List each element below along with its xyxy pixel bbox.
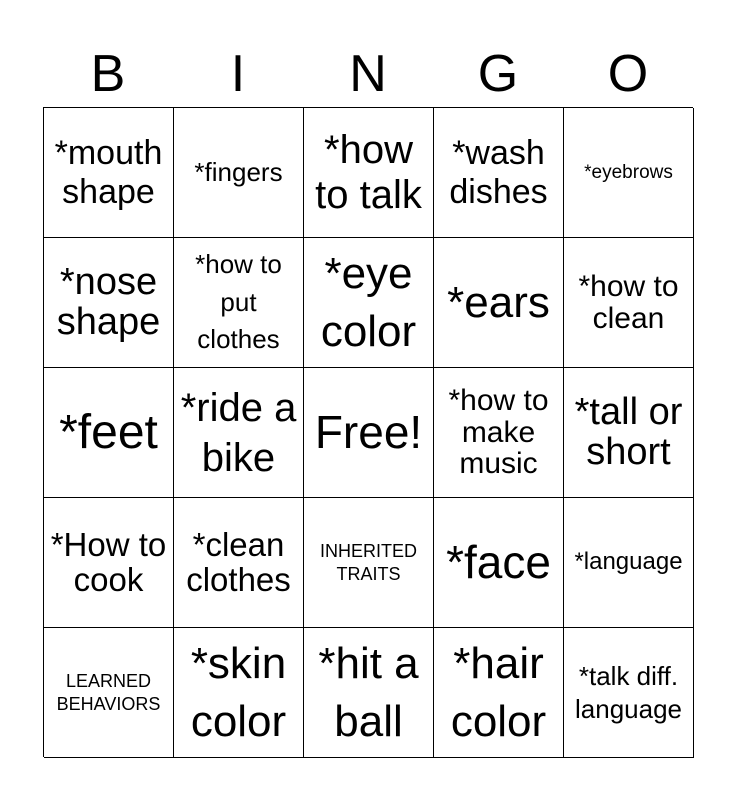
bingo-cell-r2-c4[interactable]: [434, 238, 564, 368]
bingo-cell-r2-c2[interactable]: [174, 238, 304, 368]
bingo-cell-r3-c4[interactable]: [434, 368, 564, 498]
bingo-cell-r2-c5[interactable]: [564, 238, 694, 368]
bingo-cell-r4-c5[interactable]: [564, 498, 694, 628]
cell-text: *how to talk: [315, 127, 422, 217]
bingo-cell-r4-c1[interactable]: [44, 498, 174, 628]
cell-text: LEARNED BEHAVIORS: [56, 671, 161, 714]
header-letter-i: I: [230, 45, 246, 103]
cell-text: *hair color: [450, 639, 547, 746]
cell-text: *fingers: [194, 156, 283, 187]
bingo-cell-r1-c1[interactable]: [44, 108, 174, 238]
bingo-grid: [43, 107, 693, 757]
cell-text: *How to cook: [50, 525, 167, 598]
bingo-cell-r4-c4[interactable]: [434, 498, 564, 628]
bingo-cell-r3-c5[interactable]: [564, 368, 694, 498]
bingo-cell-r5-c1[interactable]: [44, 628, 174, 758]
cell-text: *how to make music: [448, 384, 549, 481]
cell-text: Free!: [314, 405, 423, 458]
header-letter-n: N: [349, 45, 387, 103]
cell-text: *skin color: [190, 639, 287, 746]
cell-text: *talk diff. language: [575, 661, 682, 724]
cell-text: *ears: [447, 277, 550, 327]
cell-text: *eyebrows: [584, 161, 673, 183]
bingo-cell-r2-c1[interactable]: [44, 238, 174, 368]
bingo-cell-r1-c5[interactable]: [564, 108, 694, 238]
bingo-header: [43, 40, 693, 108]
cell-text: *feet: [59, 405, 158, 459]
header-letter-b: B: [90, 45, 126, 103]
bingo-cell-r2-c3[interactable]: [304, 238, 434, 368]
cell-text: *wash dishes: [449, 134, 548, 211]
bingo-cell-r3-c3[interactable]: [304, 368, 434, 498]
bingo-cell-r5-c3[interactable]: [304, 628, 434, 758]
bingo-cell-r1-c2[interactable]: [174, 108, 304, 238]
cell-text: *language: [574, 548, 683, 576]
cell-text: *how to clean: [578, 270, 679, 335]
bingo-cell-r3-c1[interactable]: [44, 368, 174, 498]
cell-text: *how to put clothes: [195, 248, 282, 355]
cell-text: *eye color: [320, 249, 417, 356]
bingo-cell-r4-c3[interactable]: [304, 498, 434, 628]
header-letter-g: G: [477, 45, 519, 103]
cell-text: *face: [446, 535, 551, 588]
cell-text: *clean clothes: [186, 525, 291, 598]
cell-text: *hit a ball: [318, 639, 419, 746]
bingo-cell-r1-c4[interactable]: [434, 108, 564, 238]
bingo-cell-r5-c5[interactable]: [564, 628, 694, 758]
bingo-cell-r5-c4[interactable]: [434, 628, 564, 758]
cell-text: INHERITED TRAITS: [319, 541, 417, 584]
cell-text: *mouth shape: [54, 134, 163, 211]
bingo-cell-r1-c3[interactable]: [304, 108, 434, 238]
bingo-cell-r3-c2[interactable]: [174, 368, 304, 498]
header-letter-o: O: [607, 45, 649, 103]
cell-text: *ride a bike: [180, 385, 297, 480]
cell-text: *tall or short: [574, 390, 683, 473]
bingo-cell-r4-c2[interactable]: [174, 498, 304, 628]
bingo-cell-r5-c2[interactable]: [174, 628, 304, 758]
cell-text: *nose shape: [56, 260, 161, 343]
